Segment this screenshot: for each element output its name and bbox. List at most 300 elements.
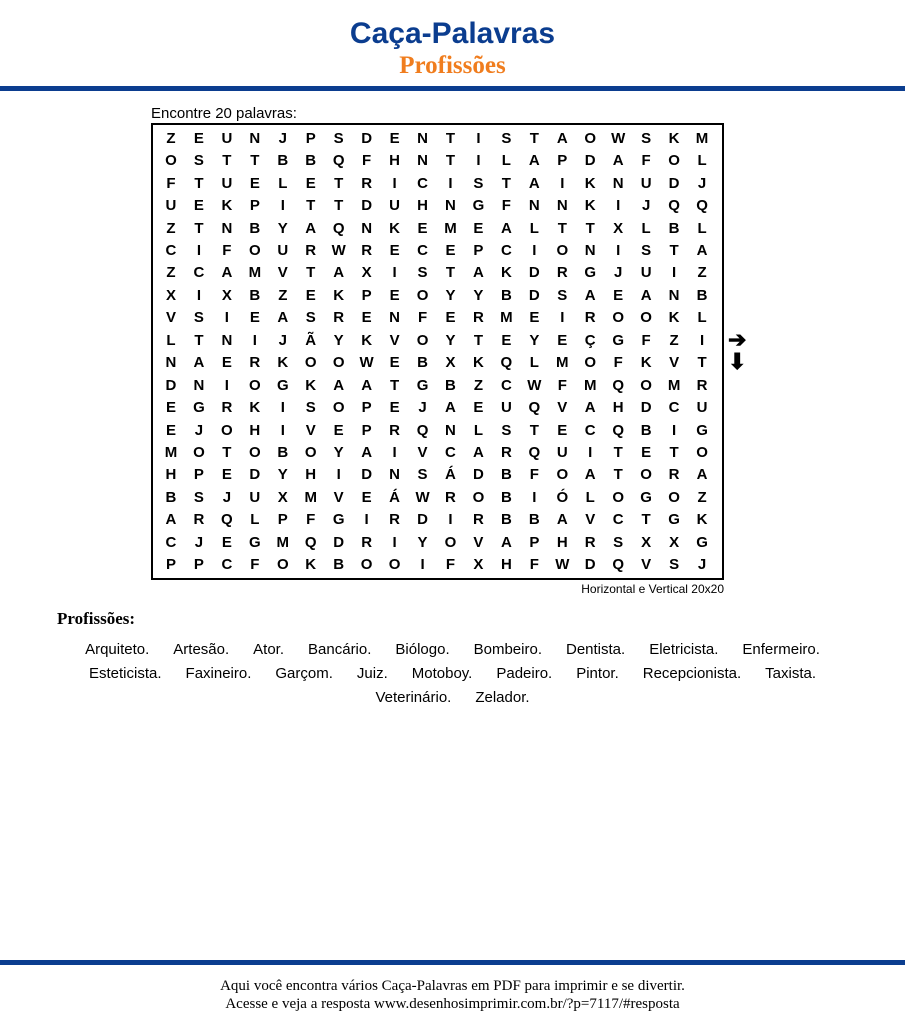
grid-cell[interactable]: Q: [304, 533, 317, 551]
grid-cell[interactable]: E: [613, 286, 624, 304]
grid-cell[interactable]: E: [445, 241, 456, 259]
grid-cell[interactable]: P: [361, 286, 372, 304]
grid-cell[interactable]: W: [359, 354, 374, 372]
grid-cell[interactable]: T: [669, 241, 679, 259]
grid-cell[interactable]: E: [249, 309, 260, 327]
grid-cell[interactable]: O: [304, 444, 317, 462]
grid-cell[interactable]: T: [194, 331, 204, 349]
grid-cell[interactable]: S: [557, 286, 568, 304]
grid-cell[interactable]: V: [305, 421, 316, 439]
grid-cell[interactable]: R: [361, 241, 373, 259]
grid-cell[interactable]: B: [696, 286, 708, 304]
grid-cell[interactable]: I: [196, 286, 201, 304]
grid-cell[interactable]: G: [276, 376, 289, 394]
grid-cell[interactable]: P: [277, 511, 288, 529]
grid-cell[interactable]: E: [305, 286, 316, 304]
grid-cell[interactable]: T: [306, 264, 316, 282]
grid-cell[interactable]: B: [500, 488, 512, 506]
grid-cell[interactable]: Q: [612, 376, 624, 394]
grid-cell[interactable]: U: [696, 399, 708, 417]
grid-cell[interactable]: D: [584, 556, 596, 574]
grid-cell[interactable]: N: [249, 129, 261, 147]
grid-cell[interactable]: Z: [697, 264, 707, 282]
grid-cell[interactable]: I: [392, 533, 397, 551]
grid-cell[interactable]: U: [249, 488, 261, 506]
grid-cell[interactable]: C: [612, 511, 624, 529]
grid-cell[interactable]: D: [361, 129, 373, 147]
grid-cell[interactable]: O: [388, 556, 401, 574]
grid-cell[interactable]: K: [361, 331, 373, 349]
grid-cell[interactable]: I: [476, 129, 481, 147]
grid-cell[interactable]: I: [588, 444, 593, 462]
grid-cell[interactable]: F: [501, 197, 511, 215]
grid-cell[interactable]: A: [221, 264, 233, 282]
grid-cell[interactable]: P: [193, 556, 204, 574]
grid-cell[interactable]: I: [224, 309, 229, 327]
grid-cell[interactable]: G: [640, 488, 652, 506]
grid-cell[interactable]: I: [448, 174, 453, 192]
grid-cell[interactable]: M: [164, 444, 178, 462]
grid-cell[interactable]: Y: [333, 331, 344, 349]
grid-cell[interactable]: I: [616, 197, 621, 215]
grid-cell[interactable]: B: [500, 286, 512, 304]
grid-cell[interactable]: Z: [166, 264, 176, 282]
grid-cell[interactable]: Á: [389, 488, 400, 506]
grid-cell[interactable]: X: [445, 354, 456, 372]
grid-cell[interactable]: L: [529, 219, 539, 237]
grid-cell[interactable]: H: [389, 152, 400, 170]
grid-cell[interactable]: S: [669, 556, 680, 574]
grid-cell[interactable]: O: [332, 354, 345, 372]
grid-cell[interactable]: S: [613, 533, 624, 551]
grid-cell[interactable]: O: [472, 488, 485, 506]
grid-cell[interactable]: O: [696, 444, 708, 462]
grid-cell[interactable]: P: [361, 399, 372, 417]
grid-cell[interactable]: T: [222, 444, 232, 462]
grid-cell[interactable]: E: [361, 488, 372, 506]
grid-cell[interactable]: E: [221, 354, 232, 372]
grid-cell[interactable]: K: [584, 197, 596, 215]
grid-cell[interactable]: I: [616, 241, 621, 259]
grid-cell[interactable]: Y: [277, 219, 288, 237]
grid-cell[interactable]: K: [277, 354, 289, 372]
grid-cell[interactable]: D: [249, 466, 261, 484]
grid-cell[interactable]: R: [584, 309, 596, 327]
grid-cell[interactable]: Z: [669, 331, 679, 349]
grid-cell[interactable]: D: [361, 197, 373, 215]
grid-cell[interactable]: G: [584, 264, 597, 282]
grid-cell[interactable]: N: [668, 286, 680, 304]
grid-cell[interactable]: S: [641, 129, 652, 147]
grid-cell[interactable]: O: [556, 241, 569, 259]
grid-cell[interactable]: R: [445, 488, 456, 506]
grid-cell[interactable]: B: [305, 152, 317, 170]
grid-cell[interactable]: T: [557, 219, 567, 237]
grid-cell[interactable]: O: [276, 556, 289, 574]
grid-cell[interactable]: S: [473, 174, 484, 192]
grid-cell[interactable]: K: [500, 264, 512, 282]
grid-cell[interactable]: D: [472, 466, 484, 484]
grid-cell[interactable]: A: [612, 152, 624, 170]
grid-cell[interactable]: Z: [166, 219, 176, 237]
grid-cell[interactable]: Q: [332, 152, 345, 170]
grid-cell[interactable]: P: [529, 533, 540, 551]
grid-cell[interactable]: E: [641, 444, 652, 462]
grid-cell[interactable]: S: [501, 421, 512, 439]
grid-cell[interactable]: T: [445, 264, 456, 282]
grid-cell[interactable]: F: [557, 376, 567, 394]
grid-cell[interactable]: Y: [529, 331, 540, 349]
grid-cell[interactable]: I: [560, 309, 565, 327]
grid-cell[interactable]: B: [500, 466, 512, 484]
grid-cell[interactable]: T: [334, 174, 344, 192]
grid-cell[interactable]: D: [584, 152, 596, 170]
grid-cell[interactable]: B: [417, 354, 428, 372]
grid-cell[interactable]: M: [695, 129, 709, 147]
grid-cell[interactable]: O: [416, 331, 429, 349]
grid-cell[interactable]: A: [165, 511, 177, 529]
grid-cell[interactable]: S: [193, 488, 204, 506]
grid-cell[interactable]: W: [331, 241, 346, 259]
grid-cell[interactable]: U: [500, 399, 512, 417]
grid-cell[interactable]: T: [501, 174, 511, 192]
grid-cell[interactable]: G: [193, 399, 205, 417]
grid-cell[interactable]: I: [280, 197, 285, 215]
grid-cell[interactable]: G: [416, 376, 429, 394]
grid-cell[interactable]: I: [336, 466, 341, 484]
grid-cell[interactable]: A: [640, 286, 652, 304]
grid-cell[interactable]: H: [165, 466, 177, 484]
grid-cell[interactable]: T: [250, 152, 260, 170]
grid-cell[interactable]: F: [250, 556, 260, 574]
grid-cell[interactable]: A: [193, 354, 205, 372]
grid-cell[interactable]: A: [333, 376, 345, 394]
grid-cell[interactable]: S: [333, 129, 344, 147]
grid-cell[interactable]: O: [612, 309, 624, 327]
grid-cell[interactable]: F: [529, 466, 539, 484]
grid-cell[interactable]: L: [166, 331, 176, 349]
grid-cell[interactable]: R: [389, 421, 400, 439]
grid-cell[interactable]: C: [221, 556, 233, 574]
grid-cell[interactable]: G: [332, 511, 345, 529]
grid-cell[interactable]: U: [640, 264, 652, 282]
grid-cell[interactable]: K: [333, 286, 345, 304]
grid-cell[interactable]: N: [165, 354, 177, 372]
grid-cell[interactable]: Z: [697, 488, 707, 506]
grid-cell[interactable]: Q: [612, 556, 624, 574]
grid-cell[interactable]: L: [697, 152, 707, 170]
grid-cell[interactable]: H: [417, 197, 428, 215]
grid-cell[interactable]: L: [250, 511, 260, 529]
grid-cell[interactable]: I: [448, 511, 453, 529]
grid-cell[interactable]: R: [472, 511, 484, 529]
grid-cell[interactable]: C: [500, 376, 512, 394]
grid-cell[interactable]: B: [249, 219, 261, 237]
grid-cell[interactable]: O: [640, 466, 652, 484]
grid-cell[interactable]: T: [334, 197, 344, 215]
grid-cell[interactable]: R: [305, 241, 317, 259]
grid-cell[interactable]: F: [641, 152, 651, 170]
grid-cell[interactable]: E: [389, 129, 400, 147]
grid-cell[interactable]: K: [668, 309, 680, 327]
grid-cell[interactable]: M: [500, 309, 513, 327]
grid-cell[interactable]: C: [165, 241, 177, 259]
grid-cell[interactable]: N: [417, 152, 428, 170]
grid-cell[interactable]: Q: [332, 219, 345, 237]
grid-cell[interactable]: M: [248, 264, 262, 282]
grid-cell[interactable]: P: [249, 197, 260, 215]
grid-cell[interactable]: X: [221, 286, 232, 304]
grid-cell[interactable]: Á: [445, 466, 456, 484]
grid-cell[interactable]: E: [193, 129, 204, 147]
grid-cell[interactable]: X: [165, 286, 176, 304]
grid-cell[interactable]: O: [248, 376, 261, 394]
grid-cell[interactable]: P: [557, 152, 568, 170]
grid-cell[interactable]: Q: [528, 399, 541, 417]
grid-cell[interactable]: Q: [696, 197, 708, 215]
grid-cell[interactable]: G: [248, 533, 261, 551]
grid-cell[interactable]: O: [612, 488, 624, 506]
grid-cell[interactable]: T: [306, 197, 316, 215]
grid-cell[interactable]: B: [668, 219, 680, 237]
grid-cell[interactable]: J: [613, 264, 623, 282]
grid-cell[interactable]: C: [668, 399, 680, 417]
grid-cell[interactable]: O: [193, 444, 205, 462]
grid-cell[interactable]: W: [555, 556, 570, 574]
grid-cell[interactable]: E: [501, 331, 512, 349]
grid-cell[interactable]: H: [249, 421, 261, 439]
grid-cell[interactable]: Y: [333, 444, 344, 462]
grid-cell[interactable]: I: [364, 511, 369, 529]
grid-cell[interactable]: B: [277, 152, 289, 170]
grid-cell[interactable]: J: [278, 129, 287, 147]
grid-cell[interactable]: N: [221, 219, 233, 237]
grid-cell[interactable]: N: [445, 421, 456, 439]
grid-cell[interactable]: F: [417, 309, 428, 327]
grid-cell[interactable]: R: [221, 399, 233, 417]
grid-cell[interactable]: F: [641, 331, 651, 349]
grid-cell[interactable]: I: [560, 174, 565, 192]
grid-cell[interactable]: J: [418, 399, 427, 417]
grid-cell[interactable]: K: [221, 197, 233, 215]
grid-cell[interactable]: T: [473, 331, 483, 349]
grid-cell[interactable]: X: [641, 533, 652, 551]
grid-cell[interactable]: E: [221, 466, 232, 484]
grid-cell[interactable]: R: [389, 511, 400, 529]
grid-cell[interactable]: D: [333, 533, 345, 551]
grid-cell[interactable]: V: [165, 309, 176, 327]
grid-cell[interactable]: N: [445, 197, 456, 215]
grid-cell[interactable]: A: [528, 152, 540, 170]
grid-cell[interactable]: E: [473, 399, 484, 417]
grid-cell[interactable]: A: [445, 399, 456, 417]
grid-cell[interactable]: K: [696, 511, 708, 529]
grid-cell[interactable]: E: [389, 399, 400, 417]
grid-cell[interactable]: U: [165, 197, 177, 215]
grid-cell[interactable]: E: [389, 354, 400, 372]
grid-cell[interactable]: R: [556, 264, 568, 282]
grid-cell[interactable]: L: [278, 174, 288, 192]
grid-cell[interactable]: T: [389, 376, 400, 394]
grid-cell[interactable]: L: [585, 488, 595, 506]
grid-cell[interactable]: V: [669, 354, 680, 372]
grid-cell[interactable]: A: [472, 264, 484, 282]
grid-cell[interactable]: I: [532, 488, 537, 506]
grid-cell[interactable]: E: [557, 421, 568, 439]
grid-cell[interactable]: I: [280, 421, 285, 439]
grid-cell[interactable]: A: [277, 309, 289, 327]
grid-cell[interactable]: E: [417, 219, 428, 237]
grid-cell[interactable]: O: [248, 241, 261, 259]
grid-cell[interactable]: O: [584, 354, 597, 372]
grid-cell[interactable]: J: [194, 421, 204, 439]
grid-cell[interactable]: C: [584, 421, 596, 439]
grid-cell[interactable]: N: [221, 331, 233, 349]
grid-cell[interactable]: B: [249, 286, 261, 304]
grid-cell[interactable]: E: [333, 421, 344, 439]
grid-cell[interactable]: Ó: [556, 488, 569, 506]
grid-cell[interactable]: E: [361, 309, 372, 327]
grid-cell[interactable]: T: [641, 511, 651, 529]
grid-cell[interactable]: I: [392, 264, 397, 282]
grid-cell[interactable]: N: [584, 241, 596, 259]
grid-cell[interactable]: S: [501, 129, 512, 147]
grid-cell[interactable]: M: [304, 488, 317, 506]
grid-cell[interactable]: I: [224, 376, 229, 394]
grid-cell[interactable]: G: [668, 511, 680, 529]
grid-cell[interactable]: L: [641, 219, 651, 237]
grid-cell[interactable]: M: [583, 376, 597, 394]
grid-cell[interactable]: A: [556, 511, 568, 529]
grid-cell[interactable]: C: [417, 241, 428, 259]
grid-cell[interactable]: A: [584, 466, 596, 484]
grid-cell[interactable]: T: [445, 152, 456, 170]
grid-cell[interactable]: P: [361, 421, 372, 439]
grid-cell[interactable]: B: [640, 421, 652, 439]
grid-cell[interactable]: J: [697, 556, 707, 574]
grid-cell[interactable]: A: [584, 286, 596, 304]
grid-cell[interactable]: R: [500, 444, 512, 462]
grid-cell[interactable]: V: [277, 264, 288, 282]
grid-cell[interactable]: J: [641, 197, 651, 215]
grid-cell[interactable]: P: [193, 466, 204, 484]
grid-cell[interactable]: H: [556, 533, 568, 551]
grid-cell[interactable]: Q: [416, 421, 429, 439]
grid-cell[interactable]: E: [473, 219, 484, 237]
grid-cell[interactable]: K: [249, 399, 261, 417]
grid-cell[interactable]: U: [640, 174, 652, 192]
grid-cell[interactable]: B: [500, 511, 512, 529]
grid-cell[interactable]: J: [222, 488, 232, 506]
grid-cell[interactable]: Ç: [584, 331, 596, 349]
grid-cell[interactable]: C: [500, 241, 512, 259]
grid-cell[interactable]: T: [445, 129, 456, 147]
grid-cell[interactable]: O: [640, 309, 652, 327]
grid-cell[interactable]: X: [361, 264, 372, 282]
grid-cell[interactable]: V: [417, 444, 428, 462]
grid-cell[interactable]: A: [696, 466, 708, 484]
grid-cell[interactable]: W: [611, 129, 626, 147]
grid-cell[interactable]: O: [221, 421, 233, 439]
grid-cell[interactable]: I: [476, 152, 481, 170]
grid-cell[interactable]: W: [527, 376, 542, 394]
grid-cell[interactable]: E: [249, 174, 260, 192]
grid-cell[interactable]: N: [361, 219, 373, 237]
grid-cell[interactable]: R: [472, 309, 484, 327]
grid-cell[interactable]: U: [389, 197, 400, 215]
grid-cell[interactable]: Y: [417, 533, 428, 551]
grid-cell[interactable]: Q: [668, 197, 680, 215]
grid-cell[interactable]: C: [445, 444, 456, 462]
grid-cell[interactable]: U: [221, 129, 233, 147]
grid-cell[interactable]: S: [417, 264, 428, 282]
grid-cell[interactable]: E: [389, 286, 400, 304]
grid-cell[interactable]: F: [306, 511, 316, 529]
grid-cell[interactable]: E: [557, 331, 568, 349]
grid-cell[interactable]: N: [389, 309, 400, 327]
grid-cell[interactable]: T: [585, 219, 595, 237]
grid-cell[interactable]: O: [332, 399, 345, 417]
grid-cell[interactable]: Y: [445, 286, 456, 304]
grid-cell[interactable]: R: [333, 309, 345, 327]
grid-cell[interactable]: K: [305, 376, 317, 394]
grid-cell[interactable]: N: [389, 466, 400, 484]
grid-cell[interactable]: V: [557, 399, 568, 417]
grid-cell[interactable]: F: [529, 556, 539, 574]
grid-cell[interactable]: I: [671, 264, 677, 282]
grid-cell[interactable]: I: [196, 241, 201, 259]
grid-cell[interactable]: O: [640, 376, 652, 394]
grid-cell[interactable]: K: [640, 354, 652, 372]
grid-cell[interactable]: A: [472, 444, 484, 462]
grid-cell[interactable]: L: [501, 152, 511, 170]
grid-cell[interactable]: R: [249, 354, 261, 372]
grid-cell[interactable]: W: [415, 488, 430, 506]
grid-cell[interactable]: S: [641, 241, 652, 259]
grid-cell[interactable]: Q: [528, 444, 541, 462]
grid-cell[interactable]: A: [556, 129, 568, 147]
grid-cell[interactable]: E: [389, 241, 400, 259]
grid-cell[interactable]: X: [669, 533, 680, 551]
grid-cell[interactable]: F: [166, 174, 176, 192]
grid-cell[interactable]: M: [444, 219, 457, 237]
grid-cell[interactable]: O: [248, 444, 261, 462]
grid-cell[interactable]: Y: [445, 331, 456, 349]
grid-cell[interactable]: E: [445, 309, 456, 327]
grid-cell[interactable]: C: [193, 264, 205, 282]
grid-cell[interactable]: T: [529, 129, 539, 147]
grid-cell[interactable]: E: [165, 399, 176, 417]
grid-cell[interactable]: O: [416, 286, 429, 304]
grid-cell[interactable]: V: [641, 556, 652, 574]
grid-cell[interactable]: E: [165, 421, 176, 439]
grid-cell[interactable]: I: [392, 444, 397, 462]
grid-cell[interactable]: H: [500, 556, 512, 574]
grid-cell[interactable]: B: [528, 511, 540, 529]
grid-cell[interactable]: O: [444, 533, 457, 551]
grid-cell[interactable]: K: [668, 129, 680, 147]
grid-cell[interactable]: U: [556, 444, 568, 462]
grid-cell[interactable]: R: [696, 376, 708, 394]
grid-cell[interactable]: Z: [166, 129, 176, 147]
grid-cell[interactable]: Ã: [305, 331, 317, 349]
grid-cell[interactable]: R: [193, 511, 205, 529]
grid-cell[interactable]: Z: [473, 376, 483, 394]
grid-cell[interactable]: B: [165, 488, 177, 506]
grid-cell[interactable]: F: [445, 556, 456, 574]
grid-cell[interactable]: V: [333, 488, 344, 506]
grid-cell[interactable]: V: [585, 511, 596, 529]
